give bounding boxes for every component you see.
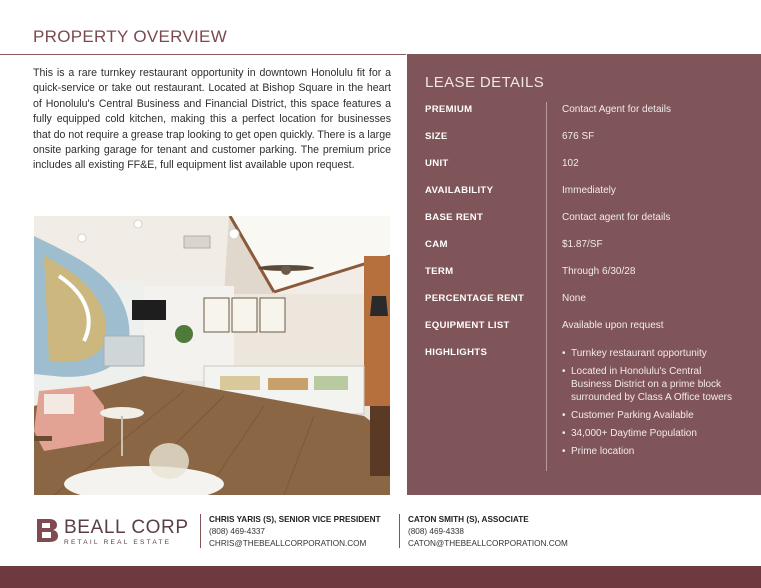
lease-value: None [562,293,586,304]
footer [0,495,761,566]
logo-tagline: RETAIL REAL ESTATE [64,539,172,546]
lease-value: 102 [562,158,579,169]
lease-label: UNIT [425,158,449,169]
lease-label: EQUIPMENT LIST [425,320,510,331]
contact-name: CHRIS YARIS (S), SENIOR VICE PRESIDENT [209,515,381,524]
contact-name: CATON SMITH (S), ASSOCIATE [408,515,529,524]
logo-name: BEALL CORP [64,517,189,538]
lease-label: PREMIUM [425,104,473,115]
restaurant-interior-photo [34,216,390,495]
lease-column-divider [546,102,547,471]
highlight-item: • Prime location [562,445,742,458]
property-description: This is a rare turnkey restaurant opportunity in downtown Honolulu fit for a quick-service or take out restaurant. Located at Bishop Square in the heart of Honolulu's Central Business and Financial District, this space features a fully equipped cold kitchen, making this a perfect location for businesses that do not require a grease trap looking to get open quickly. There is a large onsite parking garage for tenant and customer parking. The premium price includes all existing FF&E, full equipment list available upon request. [33,67,391,172]
highlight-item: • 34,000+ Daytime Population [562,427,742,440]
lease-value: Immediately [562,185,616,196]
contact-phone[interactable]: (808) 469-4337 [209,527,265,536]
lease-label: PERCENTAGE RENT [425,293,525,304]
beall-logo-mark-icon [34,517,60,544]
lease-label: SIZE [425,131,448,142]
contact-email[interactable]: CATON@THEBEALLCORPORATION.COM [408,539,568,548]
contact-phone[interactable]: (808) 469-4338 [408,527,464,536]
lease-value: Through 6/30/28 [562,266,636,277]
title-divider [0,54,406,55]
lease-label: TERM [425,266,454,277]
lease-value: Available upon request [562,320,664,331]
lease-label: AVAILABILITY [425,185,494,196]
highlights-list [562,347,742,463]
footer-color-bar [0,566,761,588]
lease-details-title: LEASE DETAILS [425,74,545,91]
lease-details-panel [407,54,761,495]
beall-corp-logo [34,517,189,549]
footer-divider [200,514,201,548]
page-title: PROPERTY OVERVIEW [33,27,228,46]
lease-value: Contact Agent for details [562,104,671,115]
lease-label: HIGHLIGHTS [425,347,488,358]
contact-card-caton [408,514,568,550]
lease-label: CAM [425,239,448,250]
highlight-item: • Turnkey restaurant opportunity [562,347,742,360]
lease-label: BASE RENT [425,212,484,223]
lease-value: $1.87/SF [562,239,603,250]
footer-divider [399,514,400,548]
highlight-item: • Located in Honolulu's Central Business District on a prime block surrounded by Class A Office towers [562,365,742,404]
contact-email[interactable]: CHRIS@THEBEALLCORPORATION.COM [209,539,367,548]
contact-card-chris [209,514,381,550]
highlight-item: • Customer Parking Available [562,409,742,422]
lease-value: Contact agent for details [562,212,671,223]
lease-value: 676 SF [562,131,595,142]
